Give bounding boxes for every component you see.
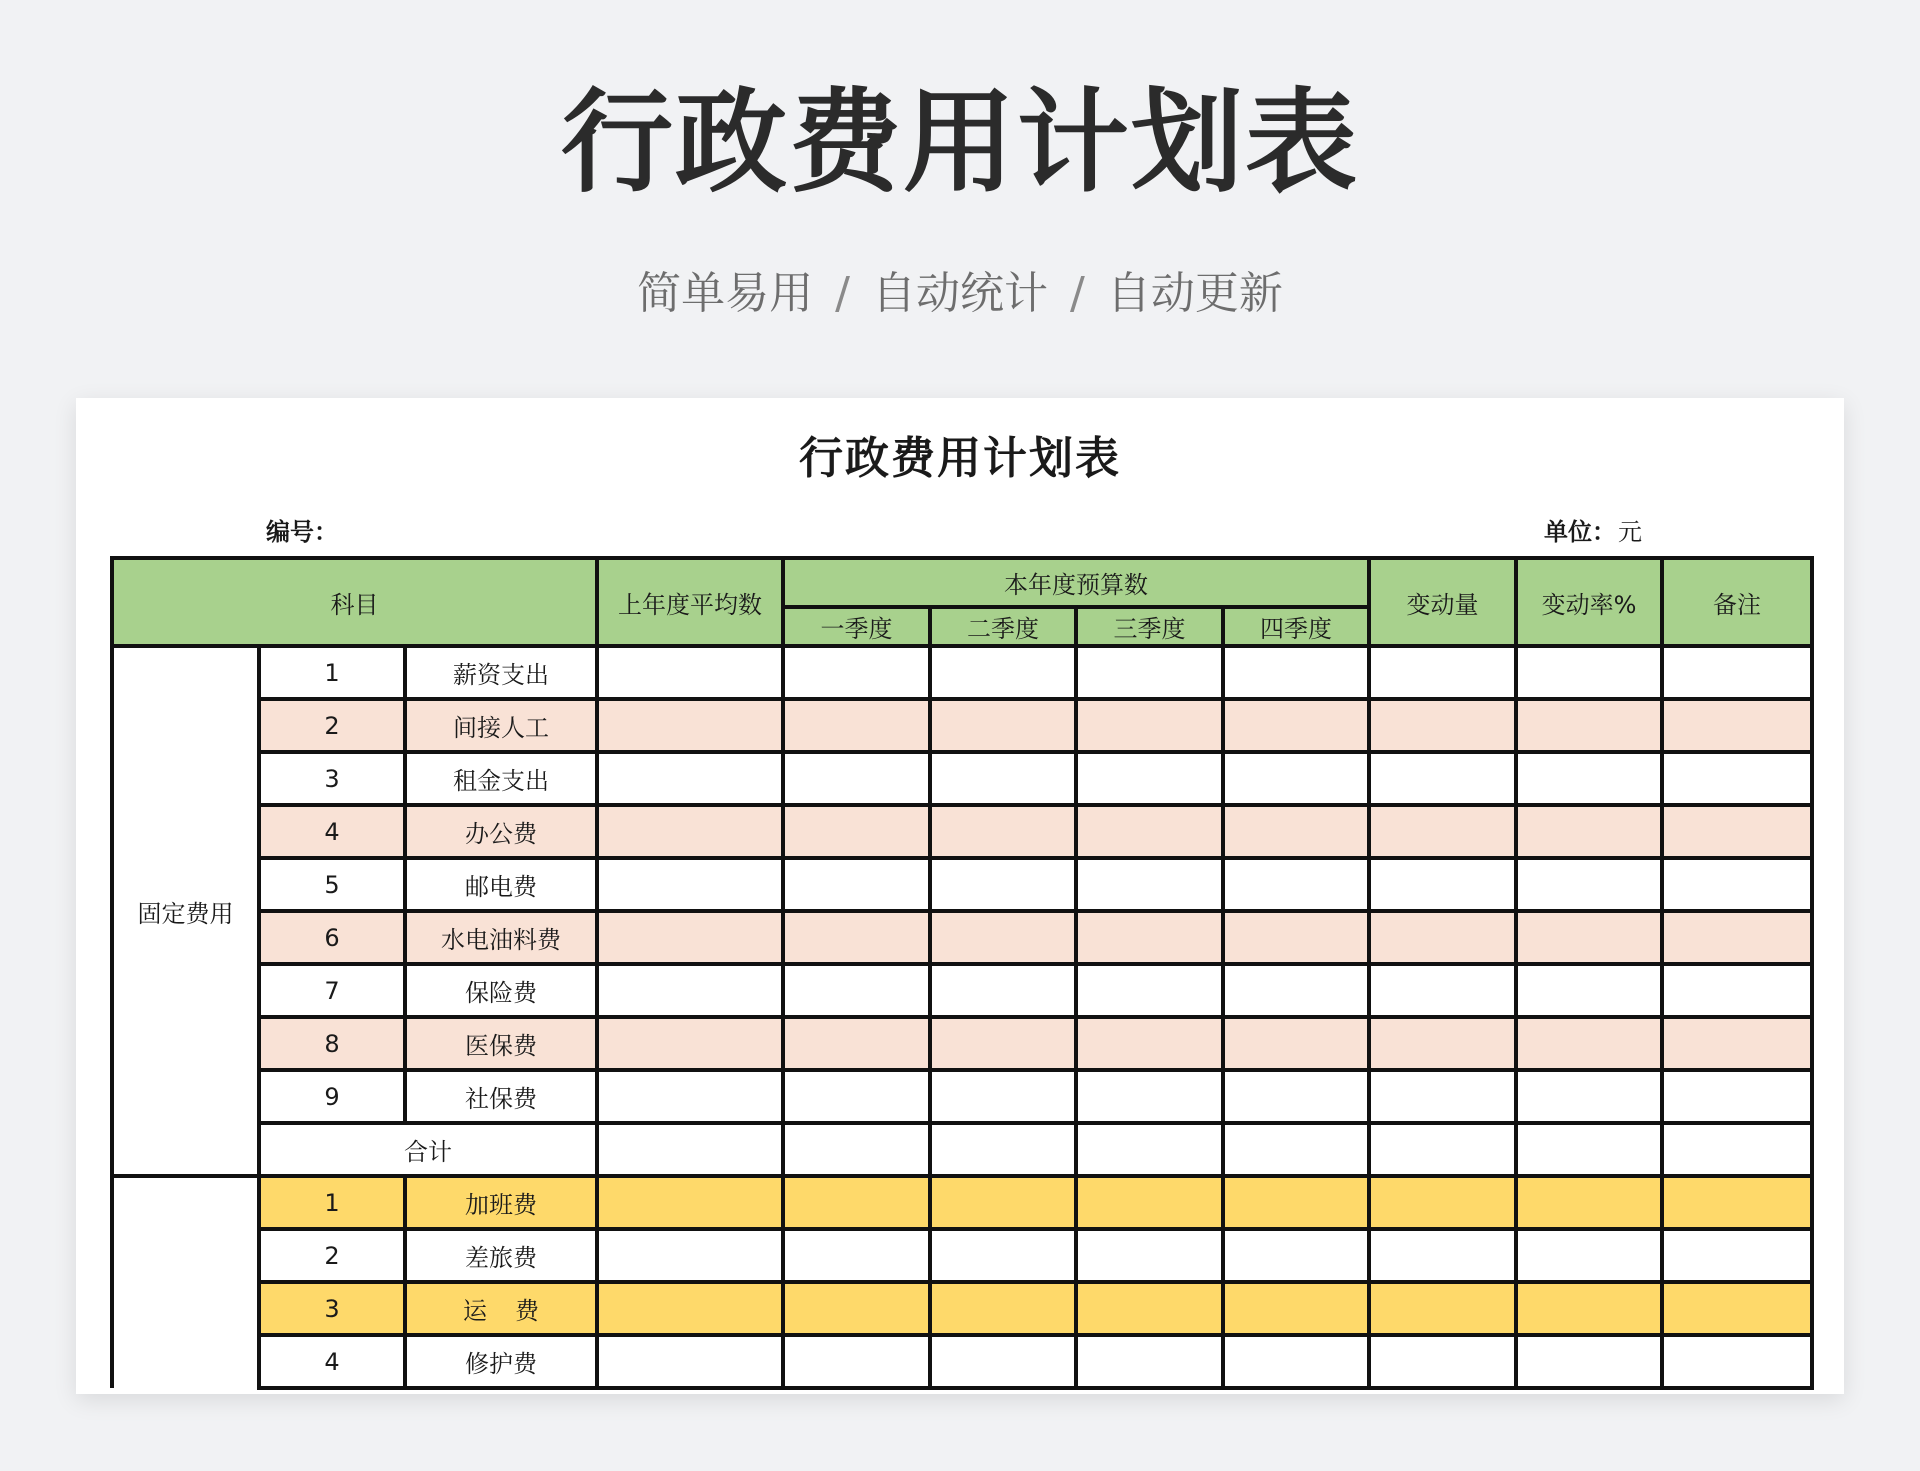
row-item-name: 租金支出	[405, 752, 597, 805]
table-row	[112, 1229, 1812, 1282]
row-number: 6	[259, 911, 405, 964]
cell[interactable]	[1369, 1176, 1516, 1229]
cell[interactable]	[783, 1335, 930, 1388]
cell[interactable]	[1662, 699, 1812, 752]
cell[interactable]	[1516, 1123, 1662, 1176]
cell[interactable]	[1076, 805, 1223, 858]
cell[interactable]	[1662, 805, 1812, 858]
cell[interactable]	[1223, 1282, 1369, 1335]
cell[interactable]	[1516, 1017, 1662, 1070]
cell[interactable]	[783, 1229, 930, 1282]
row-number: 7	[259, 964, 405, 1017]
cell[interactable]	[1076, 964, 1223, 1017]
cell[interactable]	[1516, 646, 1662, 699]
row-item-name: 邮电费	[405, 858, 597, 911]
subtitle-easy: 简单易用	[637, 268, 814, 319]
header-this-year-budget: 本年度预算数	[783, 558, 1369, 607]
cell[interactable]	[930, 646, 1076, 699]
cell[interactable]	[930, 1070, 1076, 1123]
cell[interactable]	[1662, 646, 1812, 699]
cell[interactable]	[1369, 1282, 1516, 1335]
row-item-name: 修护费	[405, 1335, 597, 1388]
cell[interactable]	[1369, 911, 1516, 964]
cell[interactable]	[1369, 858, 1516, 911]
cell[interactable]	[1369, 646, 1516, 699]
cell[interactable]	[930, 805, 1076, 858]
subtitle-separator: /	[1070, 268, 1085, 319]
subtitle-separator: /	[835, 268, 850, 319]
cell[interactable]	[1223, 1176, 1369, 1229]
cell[interactable]	[1223, 699, 1369, 752]
cell[interactable]	[597, 1017, 783, 1070]
subtitle-auto-stats: 自动统计	[872, 268, 1048, 319]
cell[interactable]	[930, 1335, 1076, 1388]
cell[interactable]	[597, 646, 783, 699]
cell[interactable]	[1076, 1123, 1223, 1176]
cell[interactable]	[783, 1176, 930, 1229]
cell[interactable]	[1076, 1229, 1223, 1282]
cell[interactable]	[930, 964, 1076, 1017]
cell[interactable]	[1662, 1229, 1812, 1282]
cell[interactable]	[1076, 1017, 1223, 1070]
row-number: 3	[259, 1282, 405, 1335]
cell[interactable]	[1516, 964, 1662, 1017]
cell[interactable]	[597, 752, 783, 805]
unit-label: 单位：	[1544, 518, 1616, 546]
cell[interactable]	[597, 1070, 783, 1123]
row-item-name: 加班费	[405, 1176, 597, 1229]
unit-value: 元	[1618, 518, 1642, 546]
cell[interactable]	[597, 858, 783, 911]
cell[interactable]	[597, 911, 783, 964]
cell[interactable]	[597, 1229, 783, 1282]
cell[interactable]	[783, 1070, 930, 1123]
row-item-name: 保险费	[405, 964, 597, 1017]
row-number: 8	[259, 1017, 405, 1070]
cell[interactable]	[597, 1123, 783, 1176]
cell[interactable]	[1662, 1282, 1812, 1335]
cell[interactable]	[930, 1017, 1076, 1070]
cell[interactable]	[783, 752, 930, 805]
cell[interactable]	[1516, 699, 1662, 752]
cell[interactable]	[597, 1282, 783, 1335]
row-number: 5	[259, 858, 405, 911]
cell[interactable]	[1076, 1070, 1223, 1123]
cell[interactable]	[783, 1282, 930, 1335]
cell[interactable]	[1223, 1070, 1369, 1123]
cell[interactable]	[597, 699, 783, 752]
cell[interactable]	[1662, 1123, 1812, 1176]
cell[interactable]	[1516, 858, 1662, 911]
header-q1: 一季度	[783, 607, 930, 646]
cell[interactable]	[597, 964, 783, 1017]
cell[interactable]	[1076, 858, 1223, 911]
cell[interactable]	[1662, 858, 1812, 911]
hero-subtitle	[0, 268, 1920, 321]
cell[interactable]	[1076, 1335, 1223, 1388]
category-variable-expenses	[112, 1176, 259, 1388]
cell[interactable]	[783, 699, 930, 752]
cell[interactable]	[1223, 752, 1369, 805]
cell[interactable]	[1369, 1335, 1516, 1388]
cell[interactable]	[1369, 1123, 1516, 1176]
row-item-name: 薪资支出	[405, 646, 597, 699]
expense-plan-table	[110, 556, 1814, 1390]
cell[interactable]	[1662, 1335, 1812, 1388]
cell[interactable]	[597, 1335, 783, 1388]
cell[interactable]	[783, 858, 930, 911]
hero-title: 行政费用计划表	[561, 78, 1359, 208]
cell[interactable]	[1516, 1282, 1662, 1335]
row-item-name	[405, 1282, 597, 1335]
cell[interactable]	[1223, 1123, 1369, 1176]
row-number: 9	[259, 1070, 405, 1123]
cell[interactable]	[930, 1229, 1076, 1282]
header-change-rate: 变动率%	[1516, 558, 1662, 646]
cell[interactable]	[930, 1282, 1076, 1335]
cell[interactable]	[1662, 1176, 1812, 1229]
number-label: 编号：	[266, 518, 338, 546]
table-row	[112, 1282, 1812, 1335]
row-item-name: 办公费	[405, 805, 597, 858]
row-number: 1	[259, 646, 405, 699]
cell[interactable]	[1662, 752, 1812, 805]
table-row	[112, 1070, 1812, 1123]
cell[interactable]	[1223, 1017, 1369, 1070]
cell[interactable]	[597, 805, 783, 858]
cell[interactable]	[1076, 752, 1223, 805]
cell[interactable]	[930, 1123, 1076, 1176]
sheet-title: 行政费用计划表	[799, 433, 1121, 484]
cell[interactable]	[1076, 1282, 1223, 1335]
cell[interactable]	[1076, 1176, 1223, 1229]
row-item-name: 间接人工	[405, 699, 597, 752]
cell[interactable]	[1369, 1070, 1516, 1123]
subtitle-auto-update: 自动更新	[1106, 268, 1283, 319]
table-row	[112, 1335, 1812, 1388]
header-last-year-avg: 上年度平均数	[597, 558, 783, 646]
cell[interactable]	[1076, 911, 1223, 964]
header-q3: 三季度	[1076, 607, 1223, 646]
cell[interactable]	[783, 1017, 930, 1070]
header-change-amount: 变动量	[1369, 558, 1516, 646]
header-q4: 四季度	[1223, 607, 1369, 646]
cell[interactable]	[1369, 752, 1516, 805]
row-number: 4	[259, 805, 405, 858]
cell[interactable]	[1223, 964, 1369, 1017]
header-notes: 备注	[1662, 558, 1812, 646]
cell[interactable]	[1369, 1017, 1516, 1070]
table-row	[112, 858, 1812, 911]
cell[interactable]	[1662, 964, 1812, 1017]
cell[interactable]	[1662, 1017, 1812, 1070]
row-item-name-text: 运费	[463, 1297, 567, 1325]
row-item-name: 差旅费	[405, 1229, 597, 1282]
table-row	[112, 1017, 1812, 1070]
row-item-name: 医保费	[405, 1017, 597, 1070]
total-label: 合计	[259, 1123, 597, 1176]
cell[interactable]	[783, 911, 930, 964]
cell[interactable]	[930, 858, 1076, 911]
cell[interactable]	[930, 1176, 1076, 1229]
spreadsheet-preview	[76, 398, 1844, 1394]
cell[interactable]	[1223, 858, 1369, 911]
cell[interactable]	[930, 911, 1076, 964]
cell[interactable]	[1516, 911, 1662, 964]
row-item-name: 社保费	[405, 1070, 597, 1123]
cell[interactable]	[783, 805, 930, 858]
cell[interactable]	[1516, 1176, 1662, 1229]
cell[interactable]	[1516, 1335, 1662, 1388]
cell[interactable]	[783, 646, 930, 699]
cell[interactable]	[783, 964, 930, 1017]
cell[interactable]	[1223, 1335, 1369, 1388]
row-number: 2	[259, 1229, 405, 1282]
cell[interactable]	[930, 752, 1076, 805]
cell[interactable]	[1223, 911, 1369, 964]
cell[interactable]	[930, 699, 1076, 752]
header-subject: 科目	[112, 558, 597, 646]
cell[interactable]	[1223, 646, 1369, 699]
table-row	[112, 646, 1812, 699]
cell[interactable]	[1516, 1229, 1662, 1282]
cell[interactable]	[1662, 1070, 1812, 1123]
cell[interactable]	[1516, 752, 1662, 805]
unit-info	[1544, 512, 1642, 547]
cell[interactable]	[1369, 1229, 1516, 1282]
cell[interactable]	[1662, 911, 1812, 964]
cell[interactable]	[1076, 646, 1223, 699]
cell[interactable]	[1369, 699, 1516, 752]
row-number: 2	[259, 699, 405, 752]
table-row	[112, 699, 1812, 752]
table-row	[112, 805, 1812, 858]
cell[interactable]	[1369, 805, 1516, 858]
row-number: 3	[259, 752, 405, 805]
table-row	[112, 964, 1812, 1017]
cell[interactable]	[597, 1176, 783, 1229]
table-row	[112, 1176, 1812, 1229]
table-row	[112, 911, 1812, 964]
header-q2: 二季度	[930, 607, 1076, 646]
cell[interactable]	[1076, 699, 1223, 752]
cell[interactable]	[783, 1123, 930, 1176]
cell[interactable]	[1516, 1070, 1662, 1123]
row-number: 1	[259, 1176, 405, 1229]
row-number: 4	[259, 1335, 405, 1388]
cell[interactable]	[1223, 1229, 1369, 1282]
cell[interactable]	[1369, 964, 1516, 1017]
cell[interactable]	[1223, 805, 1369, 858]
category-fixed-expenses: 固定费用	[112, 646, 259, 1176]
cell[interactable]	[1516, 805, 1662, 858]
table-row	[112, 752, 1812, 805]
row-item-name: 水电油料费	[405, 911, 597, 964]
total-row	[112, 1123, 1812, 1176]
